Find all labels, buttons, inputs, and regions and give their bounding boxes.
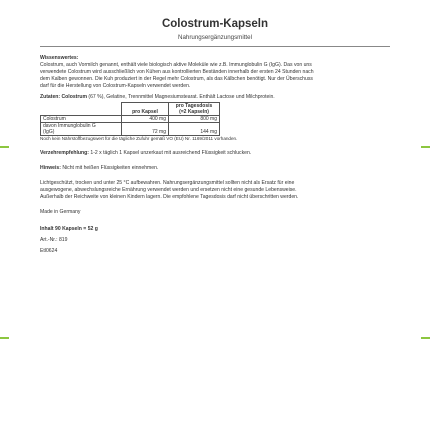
- crop-mark-left-top: [0, 146, 9, 148]
- wissenswertes-heading: Wissenswertes:: [40, 55, 79, 61]
- made-in: Made in Germany: [40, 208, 81, 215]
- table-footnote: Noch kein Nährstoffbezugswert für die tägliche Zufuhr gemäß VO (EU) Nr. 1169/2011 vorhanden.: [40, 136, 238, 142]
- table-header-row: [41, 103, 220, 116]
- zutaten-text: (67 %), Gelatine, Trennmittel Magnesiumstearat. Enthält Lactose und Milchprotein.: [86, 93, 275, 100]
- hinweis-text: Nicht mit heißen Flüssigkeiten einnehmen.: [60, 165, 159, 172]
- storage-line-1: Lichtgeschützt, trocken und unter 25 °C aufbewahren. Nahrungsergänzungsmittel sollten nicht als Ersatz für eine: [40, 180, 295, 187]
- label-content: [40, 55, 390, 255]
- crop-mark-right-top: [421, 146, 430, 148]
- zutaten-paragraph: [40, 94, 390, 101]
- table-cell-name: davon Immunglobulin G (IgG): [41, 123, 122, 136]
- storage-line-3: Außerhalb der Reichweite von kleinen Kindern lagern. Die empfohlene Tagesdosis darf nicht überschritten werden.: [40, 194, 299, 201]
- hinweis-paragraph: [40, 165, 390, 172]
- hinweis-label: Hinweis:: [40, 165, 61, 172]
- verzehr-text: 1-2 x täglich 1 Kapsel unzerkaut mit ausreichend Flüssigkeit schlucken.: [88, 150, 252, 157]
- verzehr-paragraph: [40, 150, 390, 157]
- wissenswertes-line-4: darf für die Herstellung von Colostrum-Kapseln verwendet werden.: [40, 82, 191, 89]
- inhalt: Inhalt 90 Kapseln = 52 g: [40, 225, 98, 232]
- crop-mark-right-bottom: [421, 337, 430, 339]
- table-corner-cell: [41, 103, 122, 116]
- verzehr-label: Verzehrempfehlung:: [40, 150, 89, 157]
- table-cell-per-capsule: 400 mg: [122, 116, 169, 123]
- table-header-per-capsule: pro Kapsel: [122, 103, 169, 116]
- label-code: Etl0624: [40, 247, 58, 254]
- table-cell-per-capsule: 72 mg: [122, 123, 169, 136]
- crop-mark-left-bottom: [0, 337, 9, 339]
- wissenswertes-line-2: verwendete Colostrum wird ausschließlich von Kühen aus kontrollierten Beständen innerhalb der ersten 24 Stunden nach: [40, 68, 314, 75]
- product-title: Colostrum-Kapseln: [161, 18, 269, 30]
- table-row: [41, 116, 220, 123]
- zutaten-label: Zutaten: Colostrum: [40, 93, 87, 100]
- wissenswertes-line-3: dem Kalben gewonnen. Die Kuh produziert in der Regel mehr Colostrum, als das Kälbchen benötigt. Nur der Überschuss: [40, 75, 313, 82]
- table-cell-per-day: 144 mg: [169, 123, 220, 136]
- table-header-per-day: pro Tagesdosis (=2 Kapseln): [169, 103, 220, 116]
- storage-line-2: ausgewogene, abwechslungsreiche Ernährung verwendet werden und ersetzen nicht eine gesunde Lebensweise.: [40, 187, 297, 194]
- product-subtitle: Nahrungsergänzungsmittel: [178, 34, 252, 41]
- art-nr: Art.-Nr.: 819: [40, 236, 68, 243]
- header-divider: [40, 46, 390, 47]
- table-row: [41, 123, 220, 136]
- table-cell-name: Colostrum: [41, 116, 122, 123]
- nutrition-table: [40, 102, 220, 136]
- table-cell-per-day: 800 mg: [169, 116, 220, 123]
- wissenswertes-line-1: Colostrum, auch Vormilch genannt, enthält viele biologisch aktive Moleküle wie z.B. Immunglobulin G (IgG). Das von uns: [40, 61, 312, 68]
